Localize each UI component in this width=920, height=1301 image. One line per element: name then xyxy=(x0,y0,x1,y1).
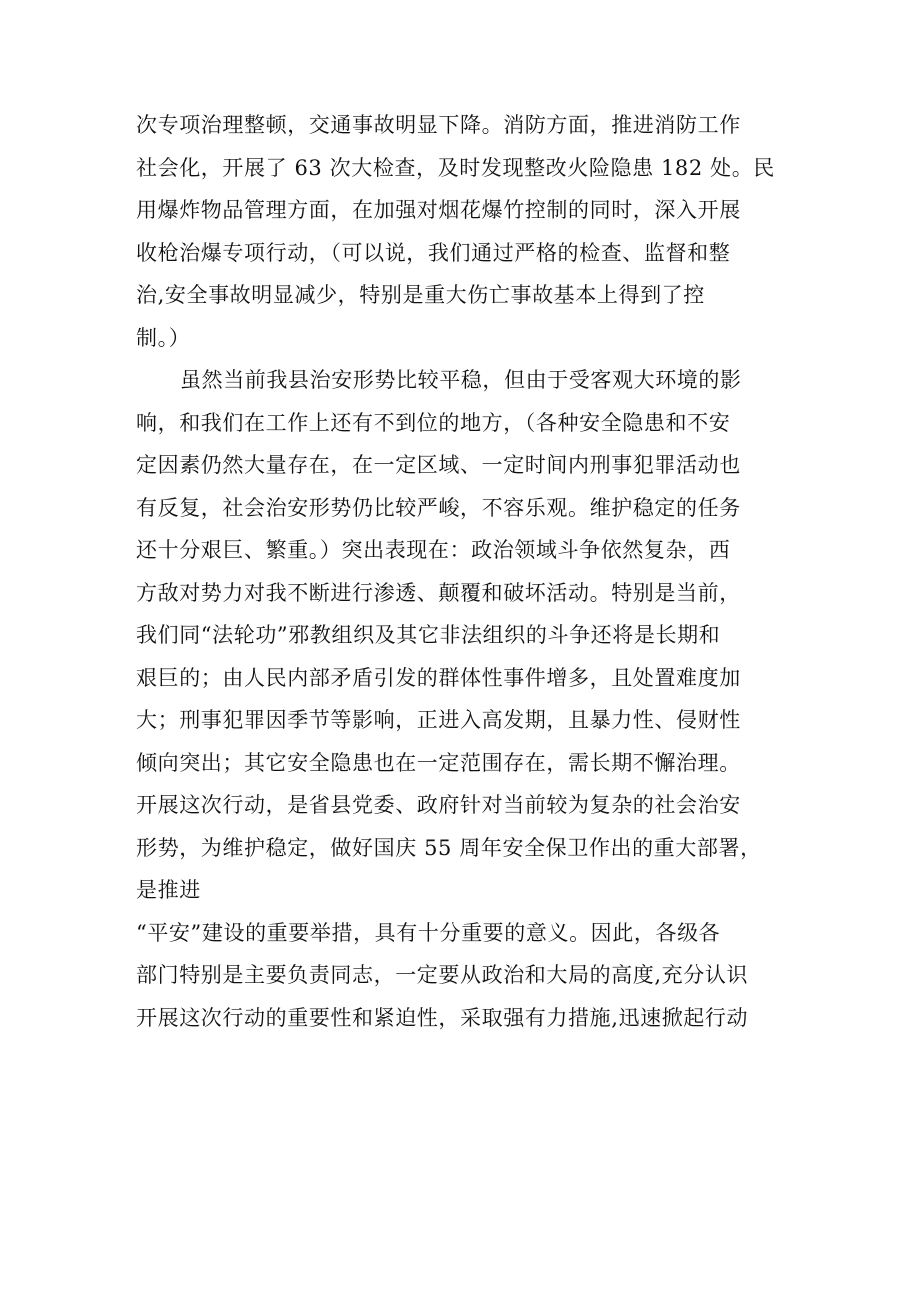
text-line: 收枪治爆专项行动，（可以说，我们通过严格的检查、监督和整 xyxy=(136,240,731,265)
text-line: 制。） xyxy=(136,325,191,350)
text-line: 方敌对势力对我不断进行渗透、颠覆和破坏活动。特别是当前， xyxy=(136,580,741,605)
body-text xyxy=(136,104,816,1039)
text-line: 我们同“法轮功”邪教组织及其它非法组织的斗争还将是长期和 xyxy=(136,623,721,647)
text-line: 开展这次行动的重要性和紧迫性，采取强有力措施,迅速掀起行动 xyxy=(136,1005,749,1030)
text-line: 虽然当前我县治安形势比较平稳，但由于受客观大环境的影 xyxy=(180,368,742,392)
text-line: 部门特别是主要负责同志，一定要从政治和大局的高度,充分认识 xyxy=(136,963,749,987)
text-line: 开展这次行动，是省县党委、政府针对当前较为复杂的社会治安 xyxy=(136,793,741,817)
text-line: 次专项治理整顿，交通事故明显下降。消防方面，推进消防工作 xyxy=(136,113,741,137)
text-line: 社会化，开展了 63 次大检查，及时发现整改火险隐患 182 处。民 xyxy=(136,155,775,180)
text-line: 定因素仍然大量存在，在一定区域、一定时间内刑事犯罪活动也 xyxy=(136,453,741,477)
text-line: “平安”建设的重要举措，具有十分重要的意义。因此，各级各 xyxy=(136,920,721,945)
text-line: 艰巨的；由人民内部矛盾引发的群体性事件增多，且处置难度加 xyxy=(136,665,741,690)
text-line: 大；刑事犯罪因季节等影响，正进入高发期，且暴力性、侵财性 xyxy=(136,708,741,732)
text-line: 响，和我们在工作上还有不到位的地方，（各种安全隐患和不安 xyxy=(136,410,731,435)
text-line: 治,安全事故明显减少，特别是重大伤亡事故基本上得到了控 xyxy=(136,283,705,307)
text-line: 倾向突出；其它安全隐患也在一定范围存在，需长期不懈治理。 xyxy=(136,750,741,775)
text-line: 形势，为维护稳定，做好国庆 55 周年安全保卫作出的重大部署， xyxy=(136,835,762,860)
text-line: 有反复，社会治安形势仍比较严峻，不容乐观。维护稳定的任务 xyxy=(136,495,741,520)
text-line: 是推进 xyxy=(136,878,201,902)
text-line: 用爆炸物品管理方面，在加强对烟花爆竹控制的同时，深入开展 xyxy=(136,198,741,222)
text-line: 还十分艰巨、繁重。）突出表现在：政治领域斗争依然复杂，西 xyxy=(136,538,731,562)
